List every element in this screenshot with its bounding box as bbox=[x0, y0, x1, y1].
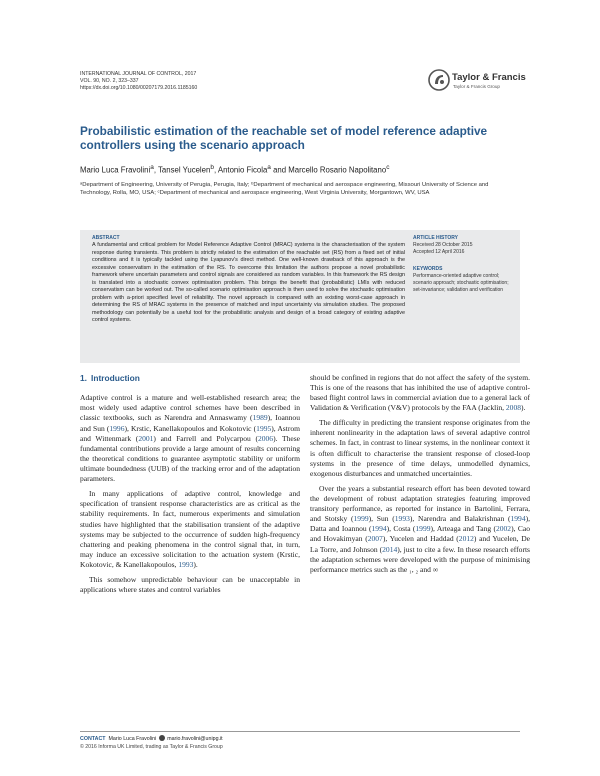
paragraph: The difficulty in predicting the transient response originates from the inherent nonlinearity in the adaptation laws of several adaptive control schemes. In fact, in contrast to linear systems, in the nonlinear context it is often difficult to characterise the transient response of closed-loop systems in the presence of time delays, unmodelled dynamics, exogenous disturbances and unmatched uncertainties. bbox=[310, 418, 530, 478]
citation-link[interactable]: 2006 bbox=[257, 433, 274, 443]
contact-name: Mario Luca Fravolini bbox=[108, 736, 157, 742]
accepted-date: Accepted 12 April 2016 bbox=[413, 249, 465, 255]
contact-line bbox=[80, 735, 223, 742]
paragraph: should be confined in regions that do not affect the safety of the system. This is one of the reasons that has inhibited the use of adaptive control-based flight control laws in commercial aviation due to a general lack of Validation & Verification (V&V) protocols by the FAA (Jacklin, 2008). bbox=[310, 373, 530, 413]
journal-volume: VOL. 90, NO. 2, 323–337 bbox=[80, 78, 139, 85]
journal-doi[interactable]: https://dx.doi.org/10.1080/00207179.2016.1185160 bbox=[80, 85, 198, 92]
paragraph: In many applications of adaptive control, knowledge and specification of transient response characteristics are as critical as the stability requirements. In fact, numerous experiments and simulation studies have highlighted that the stabilisation transient of the adaptive systems may be subjected to the occurrence of sudden high-frequency chattering and peaking phenomena in the control signal that, in turn, may induce an excessive solicitation to the actuation system (Krstic, Kokotovic, & Kanellakopoulos, 1993). bbox=[80, 489, 300, 570]
author-2[interactable]: , Tansel Yucelen bbox=[153, 165, 211, 175]
author-list bbox=[80, 164, 520, 175]
author-1-sup: a bbox=[150, 164, 154, 171]
footer-divider bbox=[80, 731, 520, 732]
citation-link[interactable]: 2008 bbox=[505, 403, 521, 413]
citation-link[interactable]: 2014 bbox=[382, 544, 398, 554]
citation-link[interactable]: 1995 bbox=[256, 423, 272, 433]
article-history-heading: ARTICLE HISTORY bbox=[413, 235, 459, 241]
journal-info bbox=[80, 71, 197, 93]
publisher-name: Taylor & Francis bbox=[452, 72, 526, 83]
author-4[interactable]: and Marcello Rosario Napolitano bbox=[270, 165, 387, 175]
author-2-sup: b bbox=[210, 164, 214, 171]
paragraph: This somehow unpredictable behaviour can be unacceptable in applications where states and control variables bbox=[80, 574, 300, 594]
journal-name: INTERNATIONAL JOURNAL OF CONTROL, 2017 bbox=[80, 71, 197, 77]
keywords-text: Performance-oriented adaptive control; scenario approach; stochastic optimisation; set-invariance; validation and verification bbox=[413, 273, 509, 294]
article-title: Probabilistic estimation of the reachable set of model reference adaptive controllers using the scenario approach bbox=[80, 124, 488, 153]
right-column bbox=[310, 373, 530, 579]
citation-link[interactable]: 1993 bbox=[394, 514, 410, 524]
author-4-sup: c bbox=[386, 164, 390, 171]
publisher-group: Taylor & Francis Group bbox=[453, 84, 500, 89]
abstract-text: A fundamental and critical problem for Model Reference Adaptive Control (MRAC) systems is the characterisation of the system response during transients. This problem is strictly related to the estimation of the reachable set (RS) from a fixed set of initial conditions and it is typically tackled using the Lyapunov's direct method. One well-known drawback of this approach is the excessive conservatism in the estimation of the RS. To overcome this limitation the authors propose a novel probabilistic framework where uncertain parameters and control signals are considered as random variables. In this framework the RS design is translated into a stochastic convex optimisation problem. This brings the benefit that (probabilistic) LMIs with reduced conservatism can be worked out. The so-called scenario optimisation approach is then used to solve the stochastic optimisation problem with a-priori specified level of reliability. The novel approach is compared with an existing worst-case approach in determining the RS of MRAC systems in the presence of matched and input uncertainty via simulation studies. The proposed methodology can potentially be a useful tool for the probabilistic analysis and design of a broad category of existing adaptive control systems. bbox=[92, 242, 405, 324]
citation-link[interactable]: 1999 bbox=[353, 514, 369, 524]
paragraph: Adaptive control is a mature and well-established research area; the most widely used adaptive control schemes have been described in classic textbooks, such as Narendra and Annaswamy (1989), Ioannou and Sun (1996), Krstic, Kanellakopoulos and Kokotovic (1995), Astrom and Wittenmark (2001) and Farrell and Polycarpou (2006). These fundamental contributions provide a large amount of results concerning the theoretical conditions to guarantee asymptotic stability or uniform ultimate boundedness (UUB) of the tracking error and of the adaptation parameters. bbox=[80, 393, 300, 484]
keywords-heading: KEYWORDS bbox=[413, 266, 443, 272]
citation-link[interactable]: 1994 bbox=[371, 524, 387, 534]
abstract-heading: ABSTRACT bbox=[92, 235, 120, 241]
section-number: 1. bbox=[80, 373, 87, 383]
copyright: © 2016 Informa UK Limited, trading as Taylor & Francis Group bbox=[80, 744, 223, 750]
contact-label: CONTACT bbox=[80, 736, 106, 742]
citation-link[interactable]: 1989 bbox=[252, 413, 268, 423]
left-column bbox=[80, 373, 300, 600]
citation-link[interactable]: 1994 bbox=[510, 514, 526, 524]
author-1[interactable]: Mario Luca Fravolini bbox=[80, 165, 151, 175]
citation-link[interactable]: 2007 bbox=[367, 534, 383, 544]
citation-link[interactable]: 2002 bbox=[495, 524, 512, 534]
citation-link[interactable]: 2012 bbox=[458, 534, 474, 544]
section-title: Introduction bbox=[91, 373, 140, 383]
citation-link[interactable]: 1993 bbox=[178, 560, 194, 570]
received-date: Received 28 October 2015 bbox=[413, 242, 473, 248]
affiliations: ᵃDepartment of Engineering, University of Perugia, Perugia, Italy; ᵇDepartment of mechanical and aerospace engineering, Missouri University of Science and Technology, Rolla, MO, USA; ᶜDepartment of mechanical and aerospace engineering, West Virginia University, Morgantown, WV, USA bbox=[80, 182, 489, 197]
citation-link[interactable]: 1999 bbox=[415, 524, 431, 534]
author-3-sup: a bbox=[267, 164, 271, 171]
taylor-francis-logo-icon bbox=[428, 69, 450, 91]
citation-link[interactable]: 2001 bbox=[138, 433, 154, 443]
author-3[interactable]: , Antonio Ficola bbox=[213, 165, 268, 175]
citation-link[interactable]: 1996 bbox=[109, 423, 125, 433]
section-heading bbox=[80, 373, 300, 383]
contact-email[interactable]: mario.fravolini@unipg.it bbox=[167, 736, 223, 742]
paragraph: Over the years a substantial research effort has been devoted toward the development of robust adaptation strategies featuring improved transitory performance, as reported for instance in Bartolini, Ferrara, and Stotsky (1999), Sun (1993), Narendra and Balakrishnan (1994), Datta and Ioannou (1994), Costa (1999), Arteaga and Tang (2002), Cao and Hovakimyan (2007), Yucelen and Haddad (2012) and Yucelen, De La Torre, and Johnson (2014), just to cite a few. In these research efforts the adaptation schemes were developed with the purpose of minimising performance metrics such as the ₁, ₂ and ∞ bbox=[310, 483, 531, 574]
email-icon bbox=[159, 735, 165, 741]
